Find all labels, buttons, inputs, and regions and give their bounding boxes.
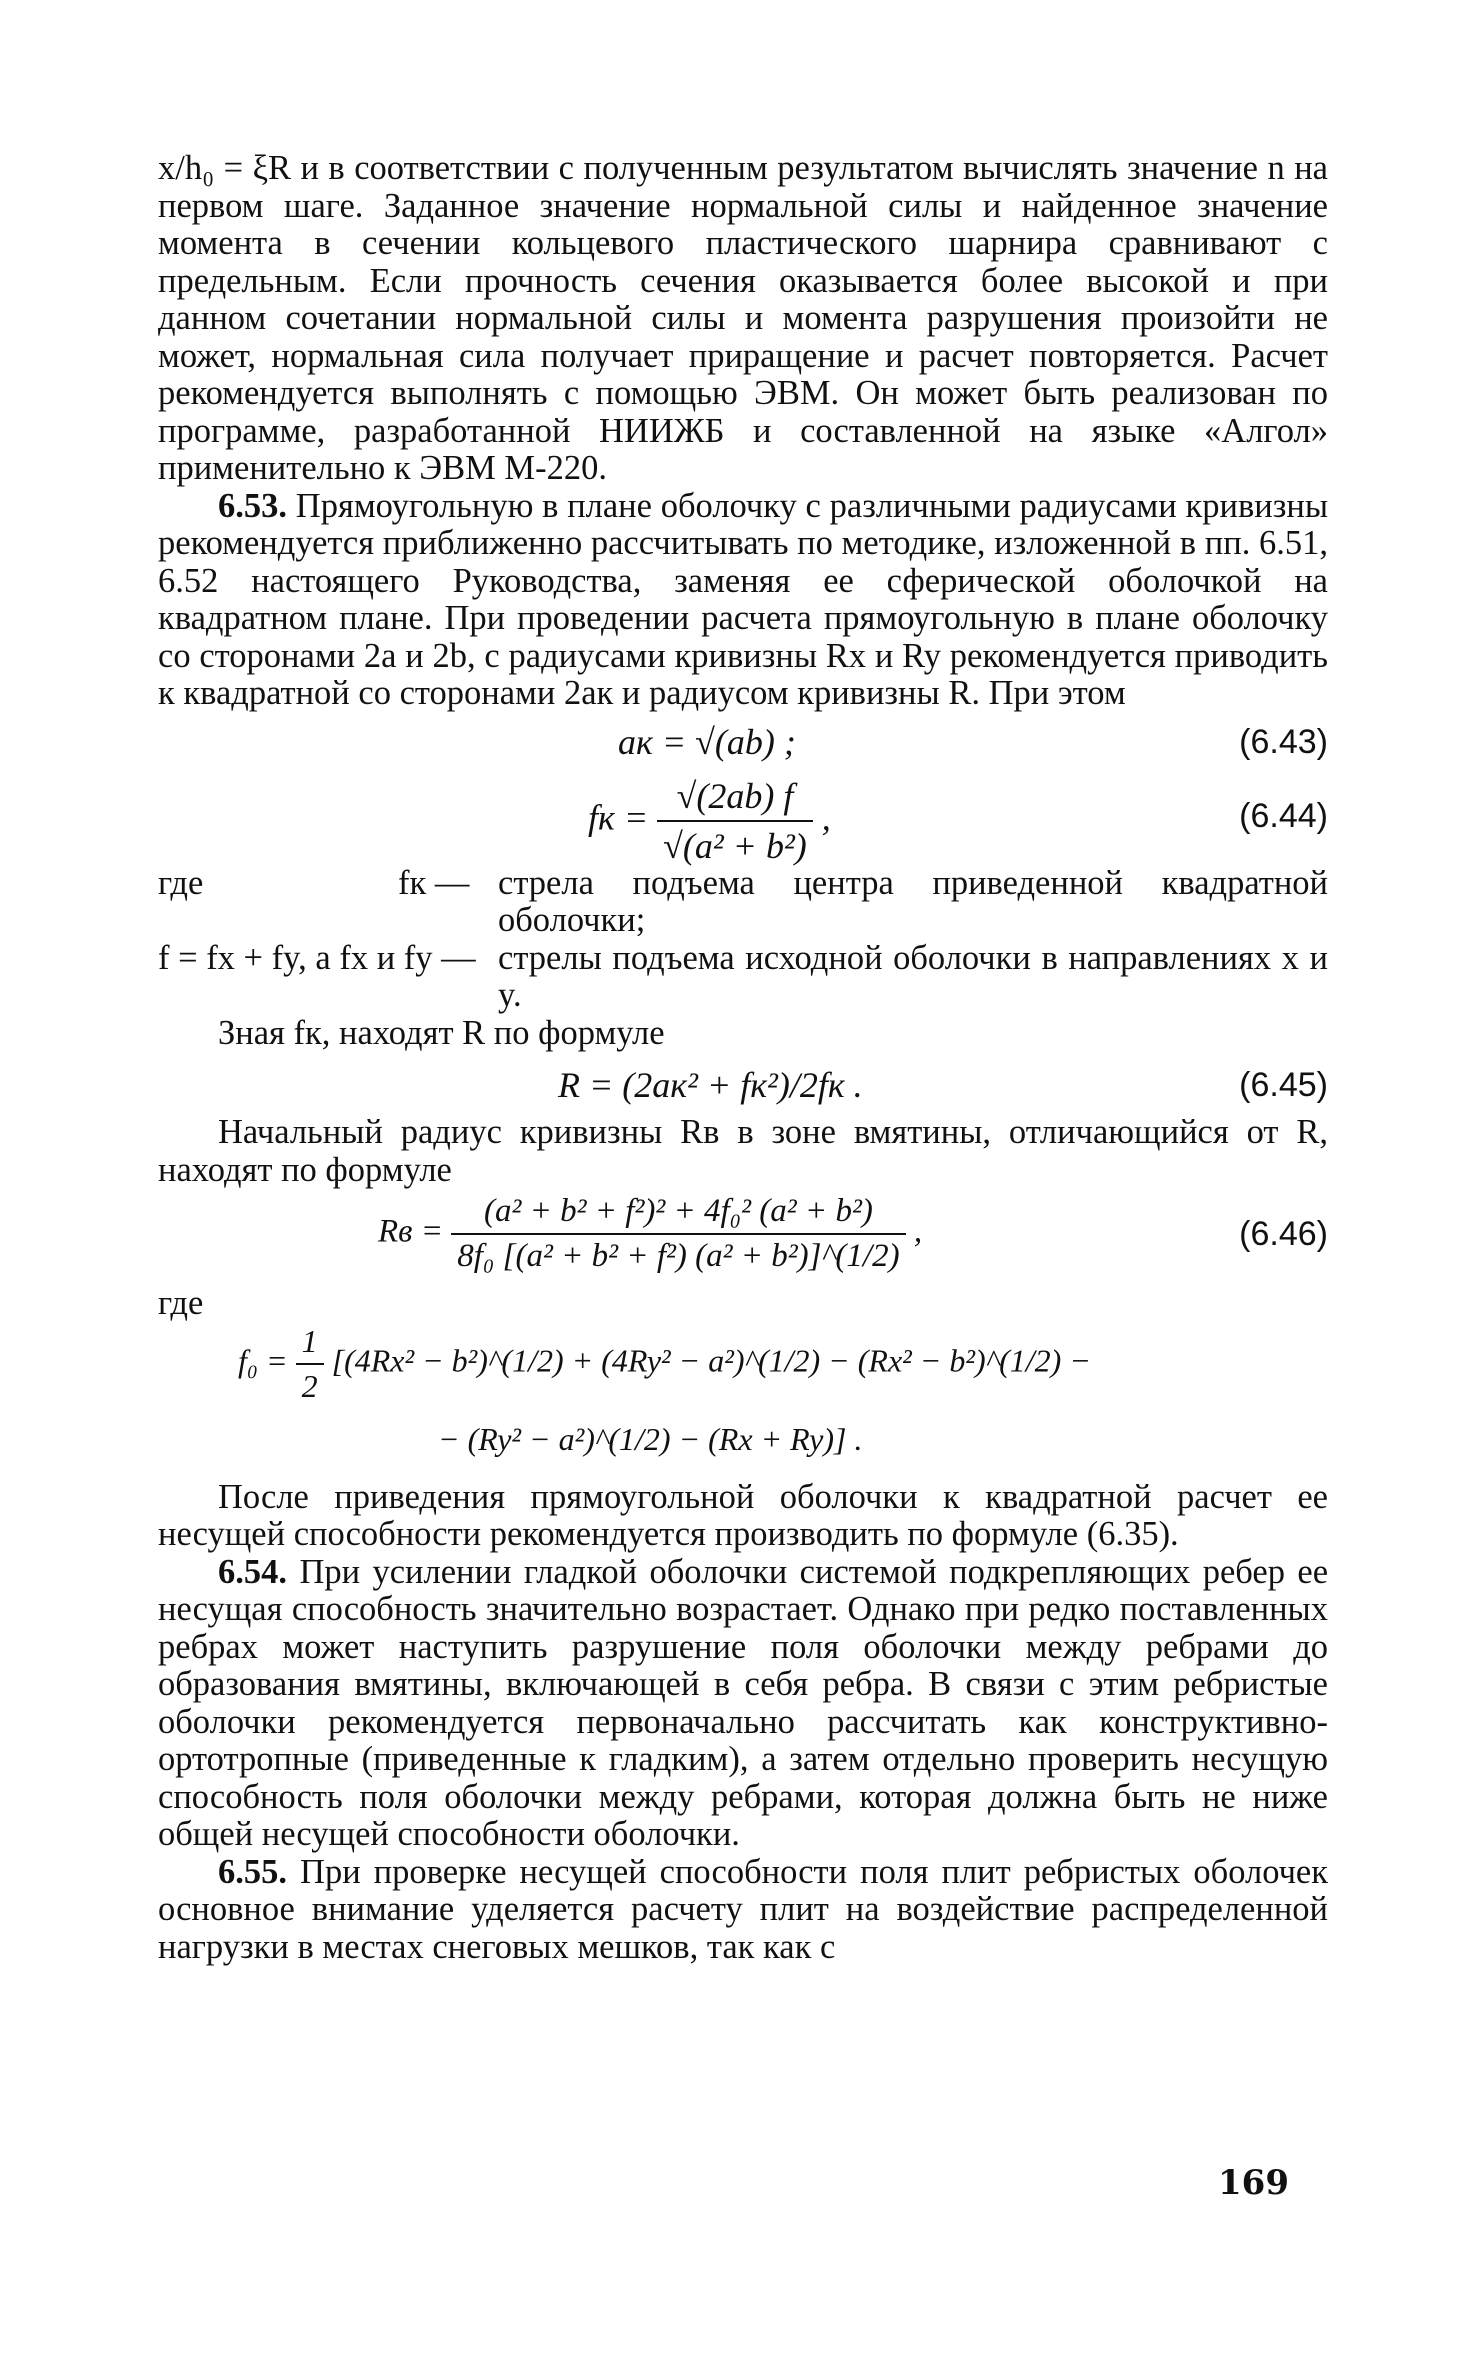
paragraph-where: [158, 1285, 1328, 1323]
equation-body: aк = √(ab) ;: [618, 721, 796, 762]
equation-body: − (Ry² − a²)^(1/2) − (Rx + Ry)] .: [438, 1420, 863, 1457]
paragraph-after: [158, 1479, 1328, 1554]
equation-6-45: [158, 1052, 1328, 1114]
page-number: 169: [1218, 2163, 1289, 2203]
equation-lhs: fк =: [588, 796, 649, 837]
paragraph-text: При проверке несущей способности поля плит ребристых оболочек основное внимание уделяется расчету плит на воздействие распределенной нагрузки в местах снеговых мешков, так как с: [158, 1852, 1328, 1966]
section-number: 6.54.: [218, 1552, 287, 1591]
fraction-numerator: (a² + b² + f²)² + 4f₀² (a² + b²): [451, 1193, 905, 1235]
paragraph-text: Прямоугольную в плане оболочку с различными радиусами кривизны рекомендуется приближенно рассчитывать по методике, изложенной в пп. 6.51, 6.52 настоящего Руководства, заменяя ее сферической оболочкой на квадратном плане. При проведении расчета прямоугольную в плане оболочку со сторонами 2a и 2b, с радиусами кривизны Rx и Ry рекомендуется приводить к квадратной со сторонами 2aк и радиусом кривизны R. При этом: [158, 486, 1328, 712]
fraction-denominator: 8f₀ [(a² + b² + f²) (a² + b²)]^(1/2): [457, 1238, 900, 1274]
equation-lhs: f₀ =: [238, 1341, 288, 1378]
equation-body: R = (2aк² + fк²)/2fк .: [558, 1065, 863, 1105]
section-6-53: [158, 488, 1328, 713]
fraction: [657, 775, 813, 867]
fraction-numerator: √(2ab) f: [657, 775, 813, 822]
definition-text: стрела подъема центра приведенной квадратной оболочки;: [498, 863, 1328, 939]
definition-term: fк —: [398, 863, 470, 902]
equation-body: fк = $\frac{√(2ab) f}{\text{√(a² + b²)}}$ ,: [588, 775, 831, 866]
definition-where: где: [158, 863, 204, 902]
paragraph-text: Зная fк, находят R по формуле: [218, 1013, 665, 1052]
paragraph-continuation: [158, 150, 1328, 488]
equation-body: Rв = $\frac{\text{(a² + b² + f²)² + 4f₀² (a² + b²)}}{\text{8f₀ [(a² + b² + f²) (a² + b²)]\textasciicircum{}(1/2)}}$ ,: [378, 1193, 923, 1274]
paragraph-know: [158, 1015, 1328, 1053]
equation-lhs: Rв =: [378, 1213, 444, 1250]
paragraph-text: При усилении гладкой оболочки системой подкрепляющих ребер ее несущая способность значительно возрастает. Однако при редко поставленных ребрах может наступить разрушение поля оболочки между ребрами до образования вмятины, включающей в себя ребра. В связи с этим ребристые оболочки рекомендуется первоначально рассчитать как конструктивно-ортотропные (приведенные к гладким), а затем отдельно проверить несущую способность поля оболочки между ребрами, которая должна быть не ниже общей несущей способности оболочки.: [158, 1552, 1329, 1853]
paragraph-text: После приведения прямоугольной оболочки к квадратной расчет ее несущей способности рекомендуется производить по формуле (6.35).: [158, 1477, 1328, 1553]
equation-number: (6.45): [1239, 1066, 1328, 1104]
fraction-one-half: $\frac{1}{2}$: [296, 1323, 324, 1405]
definition-text: стрелы подъема исходной оболочки в направлениях x и y.: [498, 938, 1328, 1014]
definition-row: [158, 865, 1328, 940]
equation-f0-line1: [158, 1323, 1328, 1415]
equation-6-44: [158, 769, 1328, 865]
equation-6-43: [158, 713, 1328, 769]
section-6-55: [158, 1854, 1328, 1967]
equation-body: [238, 1323, 1091, 1405]
paragraph-text: Начальный радиус кривизны Rв в зоне вмятины, отличающийся от R, находят по формуле: [158, 1113, 1328, 1189]
equation-rhs: [(4Rx² − b²)^(1/2) + (4Ry² − a²)^(1/2) − (Rx² − b²)^(1/2) −: [331, 1341, 1091, 1378]
fraction: [451, 1193, 905, 1275]
paragraph-text: x/h₀ = ξR и в соответствии с полученным результатом вычислять значение n на первом шаге. Заданное значение нормальной силы и найденное значение момента в сечении кольцевого пластического шарнира сравнивают с предельным. Если прочность сечения оказывается более высокой и при данном сочетании нормальной силы и момента разрушения произойти не может, нормальная сила получает приращение и расчет повторяется. Расчет рекомендуется выполнять с помощью ЭВМ. Он может быть реализован по программе, разработанной НИИЖБ и составленной на языке «Алгол» применительно к ЭВМ М-220.: [158, 149, 1328, 487]
fraction-denominator: √(a² + b²): [663, 825, 807, 866]
section-number: 6.53.: [218, 486, 287, 525]
paragraph-initial-radius: [158, 1114, 1328, 1189]
equation-f0-line2: [158, 1415, 1328, 1479]
section-number: 6.55.: [218, 1852, 287, 1891]
page-content: [158, 150, 1328, 1966]
section-6-54: [158, 1554, 1328, 1854]
definition-row: [158, 940, 1328, 1015]
equation-6-46: [158, 1189, 1328, 1285]
definition-term: f = fx + fy, а fx и fy —: [158, 938, 476, 977]
equation-number: (6.44): [1239, 796, 1328, 835]
equation-number: (6.46): [1239, 1215, 1328, 1253]
paragraph-text: где: [158, 1284, 204, 1322]
definitions-list: [158, 865, 1328, 1015]
equation-number: (6.43): [1239, 722, 1328, 761]
